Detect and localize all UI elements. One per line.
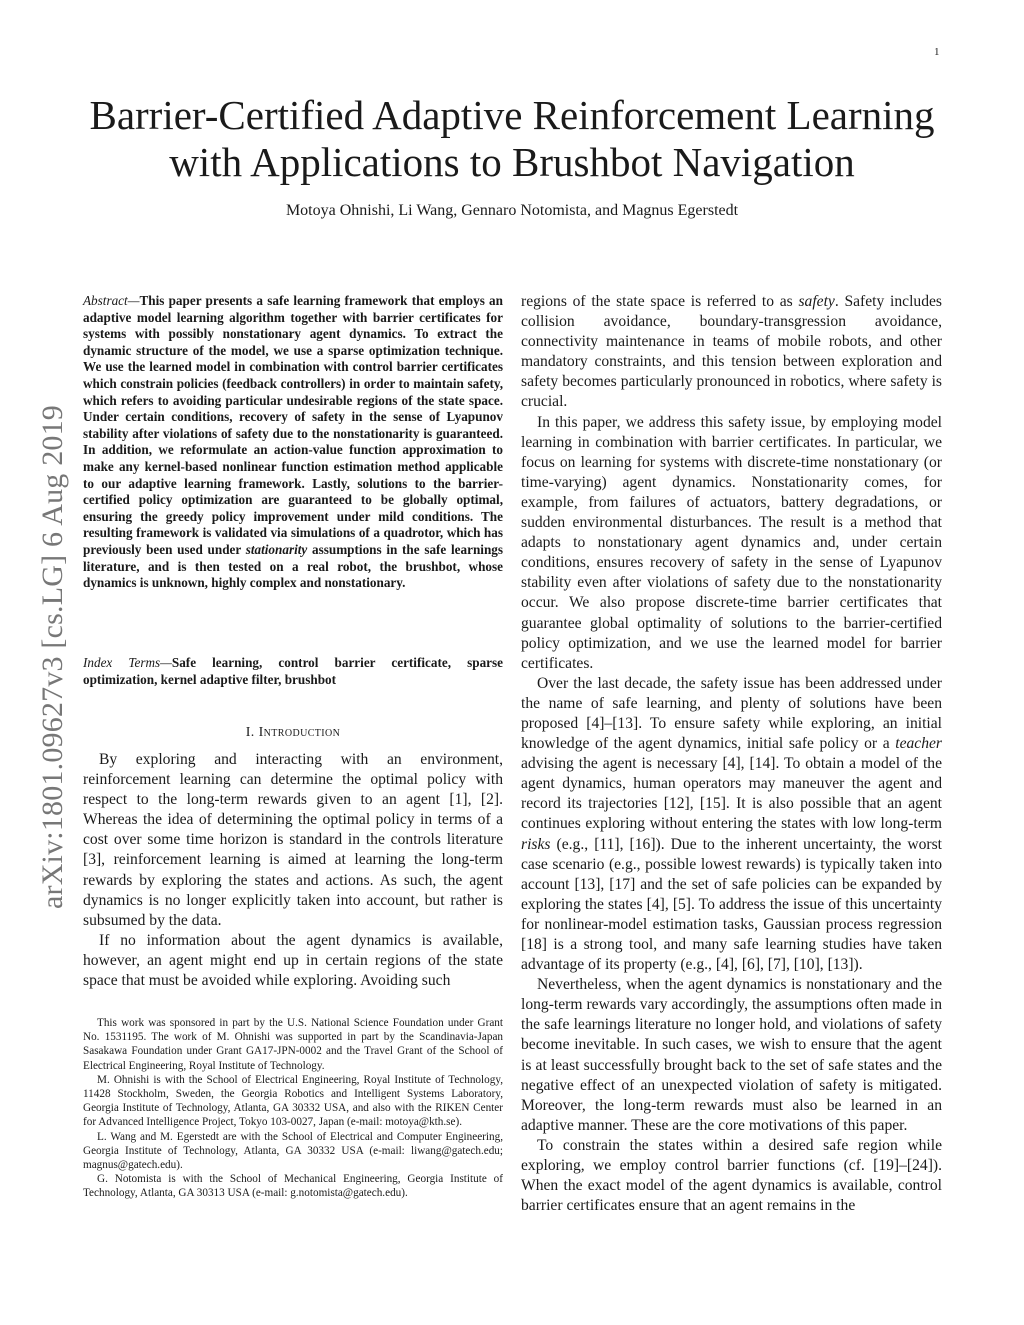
arxiv-stamp: arXiv:1801.09627v3 [cs.LG] 6 Aug 2019: [36, 405, 69, 910]
right-paragraph-2: In this paper, we address this safety issue, by employing model learning in combination with barrier certificates. In particular, we focus on learning for systems with discrete-time nonstationary (or time-varying) agent dynamics. Nonstationarity comes, for example, from failures of actuators, battery degradations, or sudden environmental disturbances. The result is a method that adapts to nonstationary agent dynamics and, under certain conditions, ensures recovery of safety in the sense of Lyapunov stability even after violations of safety due to the nonstationarity occur. We also propose discrete-time barrier certificates that guarantee global optimality of solutions to the barrier-certified policy optimization, and we use the learned model for barrier certificates.: [521, 413, 942, 672]
intro-paragraph-2: If no information about the agent dynamics is available, however, an agent might end up in certain regions of the state space that must be avoided while exploring. Avoiding such: [83, 931, 503, 990]
right-paragraph-1: regions of the state space is referred to as safety. Safety includes collision avoidance, boundary-transgression avoidance, connectivity maintenance in teams of mobile robots, and other mandatory constraints, and this tension between exploration and safety becomes particularly pronounced in robotics, where safety is crucial.: [521, 293, 942, 411]
right-column: [521, 292, 942, 1216]
index-terms: Index Terms—Safe learning, control barrier certificate, sparse optimization, kernel adaptive filter, brushbot: [83, 655, 503, 687]
abstract-emphasis: stationarity: [245, 541, 308, 557]
right-paragraph-3: Over the last decade, the safety issue has been addressed under the name of safe learning, and plenty of solutions have been proposed [4]–[13]. To ensure safety while exploring, an initial knowledge of the agent dynamics, initial safe policy or a teacher advising the agent is necessary [4], [14]. To obtain a model of the agent dynamics, human operators may maneuver the agent and record its trajectories [12], [15]. It is also possible that an agent continues exploring without entering the states with low long-term risks (e.g., [11], [16]). Due to the inherent uncertainty, the worst case scenario (e.g., possible lowest rewards) is typically taken into account [13], [17] and the set of safe policies can be expanded by exploring the states [4], [5]. To address the issue of this uncertainty for nonlinear-model estimation tasks, Gaussian process regression [18] is a strong tool, and many safe learning studies have taken advantage of its property (e.g., [4], [6], [7], [10], [13]).: [521, 674, 942, 974]
footnote-notomista: G. Notomista is with the School of Mechanical Engineering, Georgia Institute of Technology, Atlanta, GA 30313 USA (e-mail: g.notomista@gatech.edu).: [83, 1173, 503, 1200]
section-number: I.: [245, 725, 255, 740]
index-terms-text: Safe learning, control barrier certificate, sparse optimization, kernel adaptive filter, brushbot: [83, 655, 503, 687]
emphasis-risks: risks: [521, 835, 551, 853]
abstract-text: This paper presents a safe learning framework that employs an adaptive model learning algorithm together with barrier certificates for systems with possibly nonstationary agent dynamics. To extract the dynamic structure of the model, we use a sparse optimization technique. We use the learned model in combination with control barrier certificates which constrain policies (feedback controllers) in order to maintain safety, which refers to avoiding particular undesirable regions of the state space. Under certain conditions, recovery of safety in the sense of Lyapunov stability after violations of safety due to the nonstationarity is guaranteed. In addition, we reformulate an action-value function approximation to make any kernel-based nonlinear function estimation method applicable to our adaptive learning framework. Lastly, solutions to the barrier-certified policy optimization are guaranteed to be globally optimal, ensuring the greedy policy improvement under mild conditions. The resulting framework is validated via simulations of a quadrotor, which has previously been used under: [83, 293, 503, 557]
footnotes: [83, 1016, 503, 1201]
emphasis-teacher: teacher: [895, 735, 942, 753]
abstract-text-end: assumptions in the safe learnings literature, and is then tested on a real robot, the brushbot, whose dynamics is unknown, highly complex and nonstationary.: [83, 541, 504, 591]
footnote-ohnishi: M. Ohnishi is with the School of Electrical Engineering, Royal Institute of Technology, 11428 Stockholm, Sweden, the Georgia Robotics and Intelligent Systems Laboratory, Georgia Institute of Technology, Atlanta, GA 30332 USA, and also with the RIKEN Center for Advanced Intelligence Project, Tokyo 103-0027, Japan (e-mail: motoya@kth.se).: [83, 1073, 503, 1129]
footnote-wang-egerstedt: L. Wang and M. Egerstedt are with the School of Electrical and Computer Engineering, Georgia Institute of Technology, Atlanta, GA 30332 USA (e-mail: liwang@gatech.edu; magnus@gatech.edu).: [83, 1130, 503, 1172]
index-terms-label: Index Terms: [83, 655, 161, 670]
section-title: Introduction: [258, 725, 341, 740]
emphasis-safety: safety: [798, 293, 835, 310]
author-list: Motoya Ohnishi, Li Wang, Gennaro Notomista, and Magnus Egerstedt: [285, 202, 739, 219]
footnote-funding: This work was sponsored in part by the U.S. National Science Foundation under Grant No. 1531195. The work of M. Ohnishi was supported in part by the Scandinavia-Japan Sasakawa Foundation under Grant GA17-JPN-0002 and the Travel Grant of the School of Electrical Engineering, Royal Institute of Technology.: [83, 1017, 503, 1072]
intro-paragraph-1: By exploring and interacting with an environment, reinforcement learning can determine the optimal policy with respect to the long-term rewards given to an agent [1], [2]. Whereas the idea of determining the optimal policy in terms of a cost over some time horizon is standard in the controls literature [3], reinforcement learning is aimed at learning the long-term rewards by exploring the states and actions. As such, the agent dynamics is no longer explicitly taken into account, but rather is subsumed by the data.: [83, 751, 503, 929]
paper-title: [60, 92, 964, 186]
right-paragraph-5: To constrain the states within a desired safe region while exploring, we employ control barrier functions (cf. [19]–[24]). When the exact model of the agent dynamics is available, control barrier certificates ensure that an agent remains in the: [521, 1136, 942, 1215]
section-heading: [83, 725, 503, 741]
introduction-left-column: [83, 750, 503, 991]
title-line-2: with Applications to Brushbot Navigation: [169, 139, 855, 185]
page-number: 1: [934, 46, 940, 58]
title-line-1: Barrier-Certified Adaptive Reinforcement Learning: [89, 92, 935, 138]
right-paragraph-4: Nevertheless, when the agent dynamics is nonstationary and the long-term rewards vary accordingly, the assumptions often made in the safe learnings literature no longer hold, and violations of safety become inevitable. In such cases, we wish to ensure that the agent is at least successfully brought back to the set of safe states and the negative effect of an unexpected violation of safety is mitigated. Moreover, the long-term rewards must also be learned in an adaptive manner. These are the core motivations of this paper.: [521, 976, 942, 1134]
abstract-label: Abstract: [83, 293, 128, 308]
abstract: Abstract—This paper presents a safe learning framework that employs an adaptive model learning algorithm together with barrier certificates for systems with possibly nonstationary agent dynamics. To extract the dynamic structure of the model, we use a sparse optimization technique. We use the learned model in combination with control barrier certificates which constrain policies (feedback controllers) in order to maintain safety, which refers to avoiding particular undesirable regions of the state space. Under certain conditions, recovery of safety in the sense of Lyapunov stability after violations of safety due to the nonstationarity is guaranteed. In addition, we reformulate an action-value function approximation to make any kernel-based nonlinear function estimation method applicable to our adaptive learning framework. Lastly, solutions to the barrier-certified policy optimization are guaranteed to be globally optimal, ensuring the greedy policy improvement under mild conditions. The resulting framework is validated via simulations of a quadrotor, which has previously been used under stationarity assumptions in the safe learnings literature, and is then tested on a real robot, the brushbot, whose dynamics is unknown, highly complex and nonstationary.: [83, 293, 504, 591]
